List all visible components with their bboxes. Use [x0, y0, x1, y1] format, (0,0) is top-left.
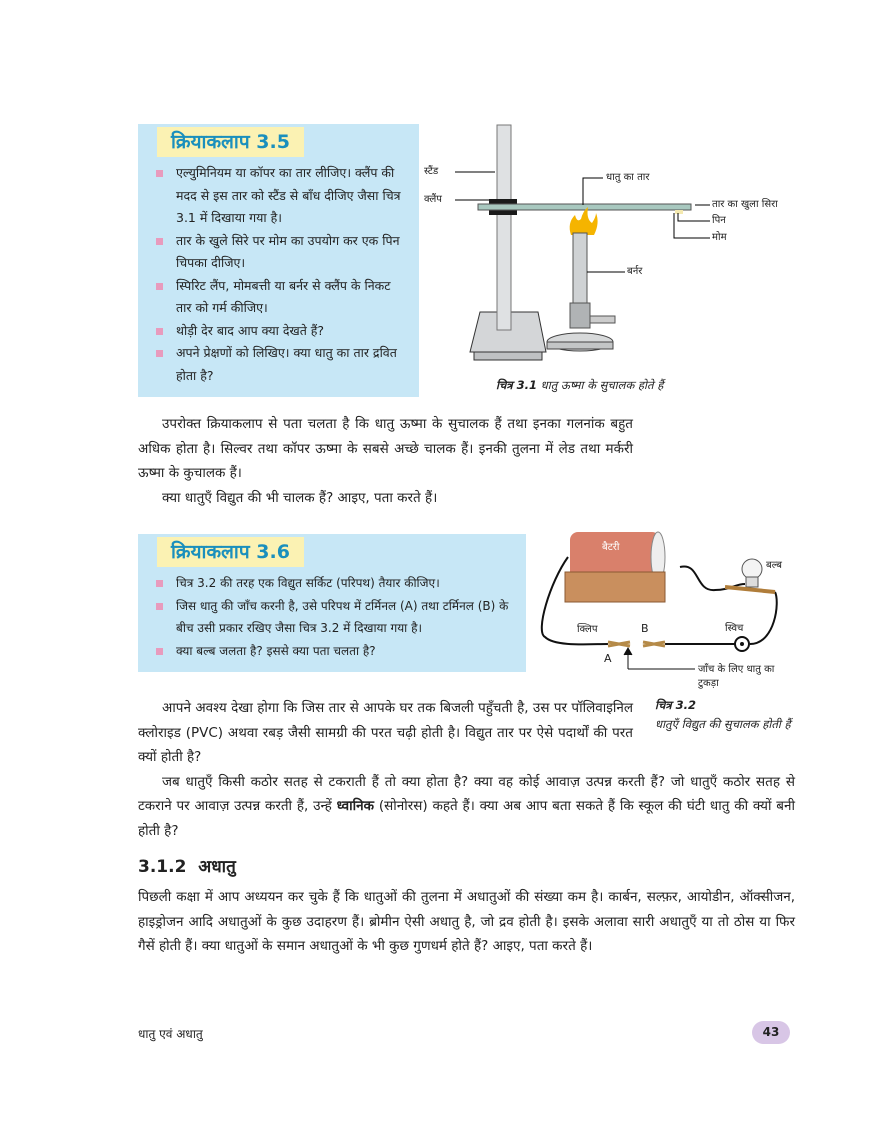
list-item: जिस धातु की जाँच करनी है, उसे परिपथ में टर्मिनल (A) तथा टर्मिनल (B) के बीच उसी प्रकार रखिए जैसा चित्र 3.2 में दिखाया गया है। — [154, 595, 514, 640]
label-wire: धातु का तार — [606, 172, 650, 183]
paragraph-text: पिछली कक्षा में आप अध्ययन कर चुके हैं कि धातुओं की तुलना में अधातुओं की संख्या कम है। कार्बन, सल्फ़र, आयोडीन, ऑक्सीजन, हाइड्रोजन आदि अधातुओं के कुछ उदाहरण हैं। ब्रोमीन ऐसी अधातु है, जो द्रव होती है। इसके अलावा सारी अधातुएँ या तो ठोस या फिर गैसें होती हैं। क्या धातुओं के समान अधातुओं के भी कुछ गुणधर्म होते हैं? आइए, पता करते हैं। — [138, 889, 795, 954]
section-heading: 3.1.2 अधातु — [138, 857, 236, 877]
paragraph — [138, 412, 633, 510]
figure-3-1 — [420, 120, 800, 400]
paragraph-text: (सोनोरस) कहते हैं। क्या अब आप बता सकते हैं कि स्कूल की घंटी धातु की क्यों बनी होती है? — [138, 798, 795, 839]
caption-number: चित्र 3.1 — [496, 378, 538, 392]
activity-3-5-row — [138, 124, 795, 400]
label-wax: मोम — [712, 232, 727, 243]
label-switch: स्विच — [725, 623, 744, 634]
paragraph-text: आपने अवश्य देखा होगा कि जिस तार से आपके घर तक बिजली पहुँचती है, उस पर पॉलिवाइनिल क्लोराइड (PVC) अथवा रबड़ जैसी सामग्री की परत चढ़ी होती है। विद्युत तार पर ऐसे पदार्थों की परत क्यों होती है? — [138, 700, 633, 765]
figure-caption — [655, 696, 795, 734]
figure-3-2 — [530, 522, 800, 762]
label-clip: क्लिप — [577, 624, 598, 635]
list-item: थोड़ी देर बाद आप क्या देखते हैं? — [154, 320, 407, 343]
list-item: क्या बल्ब जलता है? इससे क्या पता चलता है? — [154, 640, 514, 663]
figure-caption — [496, 378, 663, 393]
label-metal: जाँच के लिए धातु का टुकड़ा — [698, 664, 775, 689]
page-number: 43 — [752, 1021, 790, 1044]
label-b: B — [641, 622, 649, 635]
label-battery: बैटरी — [602, 542, 620, 553]
activity-list — [154, 162, 407, 387]
list-item: चित्र 3.2 की तरह एक विद्युत सर्किट (परिपथ) तैयार कीजिए। — [154, 572, 514, 595]
label-bulb: बल्ब — [766, 560, 782, 571]
activity-title: क्रियाकलाप 3.5 — [157, 127, 304, 157]
label-a: A — [604, 652, 612, 665]
paragraph — [138, 770, 795, 844]
activity-box-3-5 — [138, 124, 419, 397]
heat-conduction-illustration — [420, 120, 800, 370]
label-burner: बर्नर — [627, 266, 643, 277]
list-item: अपने प्रेक्षणों को लिखिए। क्या धातु का तार द्रवित होता है? — [154, 342, 407, 387]
caption-text: धातु ऊष्मा के सुचालक होते हैं — [540, 378, 664, 392]
label-pin: पिन — [712, 215, 726, 226]
activity-box-3-6 — [138, 534, 526, 672]
main-column — [138, 124, 795, 959]
label-stand: स्टैंड — [424, 166, 439, 177]
activity-title: क्रियाकलाप 3.6 — [157, 537, 304, 567]
term-sonorous: ध्वानिक — [336, 798, 375, 814]
list-item: स्पिरिट लैंप, मोमबत्ती या बर्नर से क्लैंप के निकट तार को गर्म कीजिए। — [154, 275, 407, 320]
label-clamp: क्लैंप — [424, 194, 442, 205]
label-open-end: तार का खुला सिरा — [712, 199, 778, 210]
footer-chapter-title: धातु एवं अधातु — [138, 1027, 203, 1041]
paragraph-text: क्या धातुएँ विद्युत की भी चालक हैं? आइए, पता करते हैं। — [162, 489, 438, 506]
paragraph-text: जब धातुएँ किसी कठोर सतह से टकराती हैं तो क्या होता है? क्या वह कोई आवाज़ उत्पन्न करती हैं? जो धातुएँ कठोर सतह से टकराने पर आवाज़ उत्पन्न करती हैं, उन्हें — [138, 773, 795, 814]
paragraph — [138, 885, 795, 959]
activity-3-6-row — [138, 534, 795, 731]
caption-text: धातुएँ विद्युत की सुचालक होती हैं — [655, 717, 791, 731]
list-item: तार के खुले सिरे पर मोम का उपयोग कर एक पिन चिपका दीजिए। — [154, 230, 407, 275]
paragraph-text: उपरोक्त क्रियाकलाप से पता चलता है कि धातु ऊष्मा के सुचालक हैं तथा इनका गलनांक बहुत अधिक होता है। सिल्वर तथा कॉपर ऊष्मा के सबसे अच्छे चालक हैं। इनकी तुलना में लेड तथा मर्करी ऊष्मा के कुचालक हैं। — [138, 416, 633, 481]
caption-number: चित्र 3.2 — [655, 698, 697, 712]
list-item: एल्युमिनियम या कॉपर का तार लीजिए। क्लैंप की मदद से इस तार को स्टैंड से बाँध दीजिए जैसा चित्र 3.1 में दिखाया गया है। — [154, 162, 407, 230]
activity-list — [154, 572, 514, 662]
